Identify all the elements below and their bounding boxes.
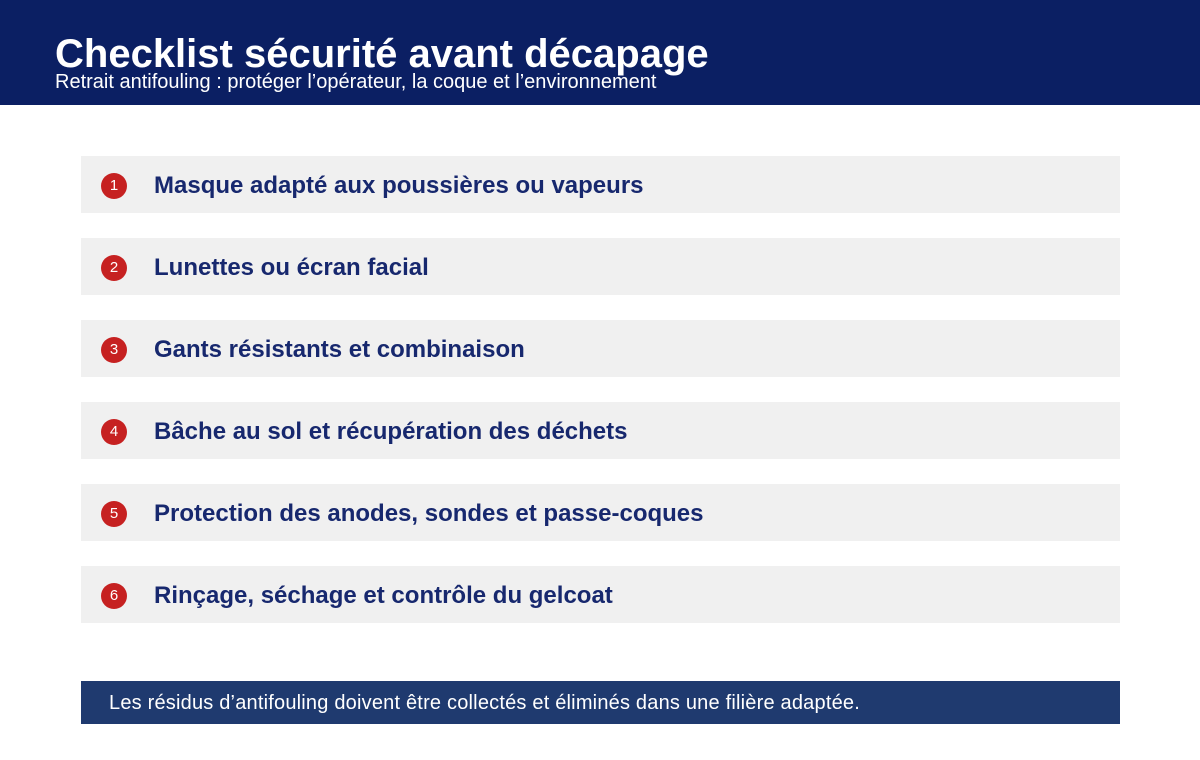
checklist-item-label: Masque adapté aux poussières ou vapeurs (154, 172, 644, 199)
checklist-item-label: Protection des anodes, sondes et passe-coques (154, 500, 704, 527)
checklist-item-label: Rinçage, séchage et contrôle du gelcoat (154, 582, 613, 609)
page-subtitle: Retrait antifouling : protéger l’opérateur, la coque et l’environnement (55, 71, 657, 93)
number-badge: 2 (101, 255, 127, 281)
number-badge: 3 (101, 337, 127, 363)
checklist-item-1 (81, 156, 1120, 213)
number-badge: 5 (101, 501, 127, 527)
checklist-item-label: Lunettes ou écran facial (154, 254, 429, 281)
disposal-note-text: Les résidus d’antifouling doivent être collectés et éliminés dans une filière adaptée. (109, 692, 860, 714)
checklist-item-5 (81, 484, 1120, 541)
number-badge: 4 (101, 419, 127, 445)
checklist-item-label: Gants résistants et combinaison (154, 336, 525, 363)
number-badge: 6 (101, 583, 127, 609)
header-banner (0, 0, 1200, 105)
checklist-item-4 (81, 402, 1120, 459)
checklist-item-6 (81, 566, 1120, 623)
checklist-item-3 (81, 320, 1120, 377)
disposal-note-banner (81, 681, 1120, 724)
number-badge: 1 (101, 173, 127, 199)
page-title: Checklist sécurité avant décapage (55, 32, 709, 76)
checklist-item-label: Bâche au sol et récupération des déchets (154, 418, 628, 445)
checklist-item-2 (81, 238, 1120, 295)
safety-checklist (81, 156, 1120, 648)
